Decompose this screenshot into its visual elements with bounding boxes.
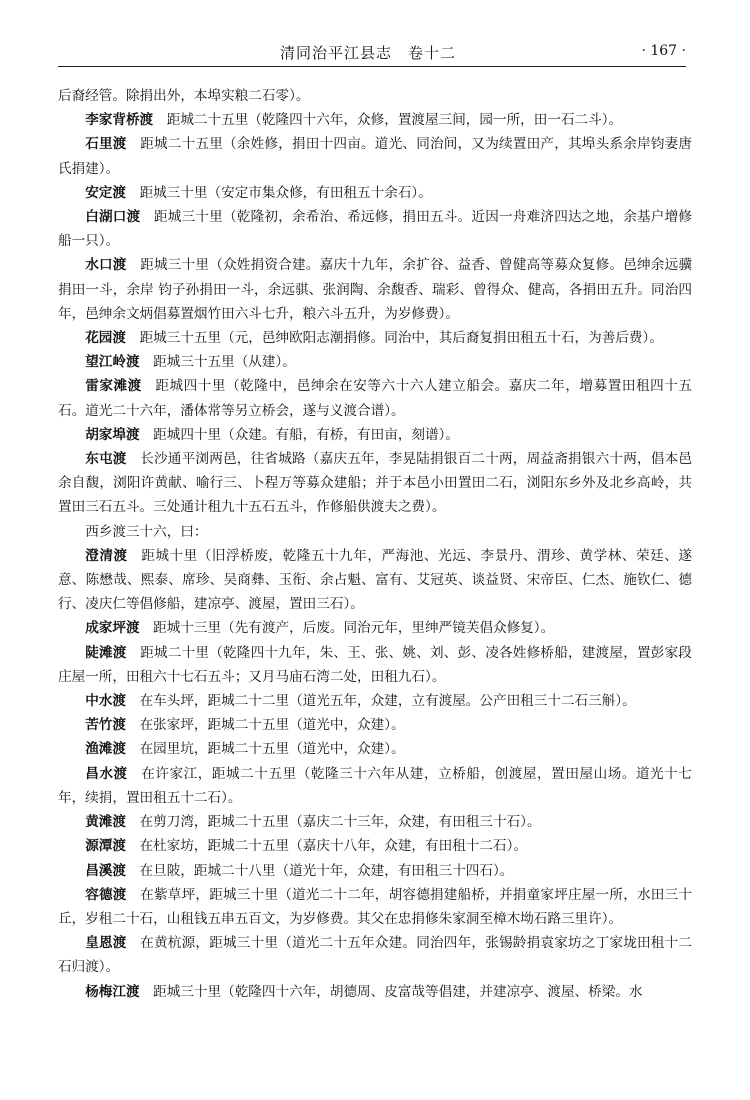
ferry-entry: [58, 762, 692, 810]
ferry-entry: [58, 374, 692, 422]
ferry-description: 距城二十五里（乾隆四十六年，众修，置渡屋三间，园一所，田一石二斗）。: [166, 112, 623, 129]
ferry-name: 昌水渡: [85, 765, 128, 782]
ferry-description: 在剪刀湾，距城二十五里（嘉庆二十三年，众建，有田租三十石）。: [139, 814, 541, 831]
ferry-name: 容德渡: [85, 886, 127, 903]
ferry-description: 距城二十五里（余姓修，捐田十四亩。道光、同治间，又为续置田产，其埠头系余岸钧妻唐氏捐建）。: [58, 136, 693, 177]
ferry-name: 苦竹渡: [85, 717, 126, 734]
ferry-description: 距城三十里（众姓捐资合建。嘉庆十九年，余扩谷、益香、曾健高等募众复修。邑绅余远骥捐田一斗，余岸 钧子孙捐田一斗，余远骐、张润陶、余馥香、瑞彩、曾得众、健高，各捐田五升。同治四年，邑绅余文炳倡募置烟竹田六斗七升，粮六斗五升，为岁修费）。: [58, 257, 693, 322]
section-heading: 西乡渡三十六，曰：: [85, 523, 208, 540]
ferry-description: 距城三十里（乾隆四十六年，胡德周、皮富哉等倡建，并建凉亭、渡屋、桥梁。水: [153, 983, 643, 1000]
ferry-entry: [58, 181, 692, 205]
ferry-entry: [58, 253, 692, 326]
ferry-description: 距城四十里（众建。有船，有桥，有田亩，刻谱）。: [153, 426, 460, 443]
header-rule: [58, 66, 686, 67]
ferry-entry: [58, 205, 692, 253]
ferry-entry: [58, 108, 692, 132]
ferry-name: 渔滩渡: [85, 741, 126, 758]
ferry-description: 在紫草坪，距城三十里（道光二十二年，胡容德捐建船桥，并捐童家坪庄屋一所，水田三十丘，岁租二十石，山租钱五串五百文，为岁修费。其父在忠捐修朱家洞至樟木坳石路三里许）。: [58, 886, 693, 927]
ferry-description: 在许家江，距城二十五里（乾隆三十六年从建，立桥船，创渡屋，置田屋山场。道光十七年，续捐，置田租五十二石）。: [58, 765, 693, 806]
ferry-entry: [58, 834, 692, 858]
ferry-entry: [58, 980, 692, 1004]
ferry-name: 中水渡: [85, 693, 126, 710]
ferry-entry: [58, 132, 692, 180]
ferry-description: 距城三十五里（元，邑绅欧阳志潮捐修。同治中，其后裔复捐田租五十石，为善后费）。: [139, 330, 663, 347]
ferry-name: 陡滩渡: [85, 644, 127, 661]
ferry-entry: [58, 737, 692, 761]
ferry-name: 成家坪渡: [85, 620, 140, 637]
continuation-text: 后裔经管。除捐出外，本埠实粮二石零）。: [58, 88, 310, 104]
ferry-description: 在旦陂，距城二十八里（道光十年，众建，有田租三十四石）。: [139, 862, 514, 879]
ferry-entry: [58, 447, 692, 520]
ferry-description: 距城十三里（先有渡产，后废。同治元年，里绅严镜芙倡众修复）。: [153, 620, 555, 637]
page-number: · 167 ·: [641, 43, 686, 59]
ferry-entry: [58, 544, 692, 617]
ferry-description: 距城二十里（乾隆四十九年，朱、王、张、姚、刘、彭、凌各姓修桥船，建渡屋，置彭家段庄屋一所，田租六十七石五斗；又月马庙石湾二处，田租九石）。: [58, 644, 693, 685]
ferry-entry: [58, 689, 692, 713]
ferry-description: 距城三十里（安定市集众修，有田租五十余石）。: [139, 184, 432, 201]
ferry-description: 在黄杭源，距城三十里（道光二十五年众建。同治四年，张锡龄捐袁家坊之丁家垅田租十二石归渡）。: [58, 935, 693, 976]
ferry-name: 昌溪渡: [85, 862, 126, 879]
ferry-name: 澄清渡: [85, 547, 128, 564]
ferry-entry: [58, 616, 692, 640]
ferry-entry: [58, 423, 692, 447]
page-header: [58, 36, 686, 66]
ferry-name: 胡家埠渡: [85, 426, 140, 443]
ferry-name: 白湖口渡: [85, 209, 141, 226]
ferry-description: 长沙通平浏两邑，往省城路（嘉庆五年，李晃陆捐银百二十两，周益斋捐银六十两，倡本邑余自馥，浏阳许黄献、喻行三、卜程万等募众建船；并于本邑小田置田二石，浏阳东乡外及北乡高岭，共置田三石五斗。三处通计租九十五石五斗，作修船供渡夫之费）。: [58, 451, 693, 516]
ferry-entry: [58, 931, 692, 979]
ferry-description: 在杜家坊，距城二十五里（嘉庆十八年，众建，有田租十二石）。: [139, 838, 527, 855]
ferry-name: 花园渡: [85, 330, 126, 347]
ferry-entry: [58, 713, 692, 737]
ferry-entry: [58, 810, 692, 834]
ferry-entry: [58, 641, 692, 689]
ferry-name: 水口渡: [85, 257, 127, 274]
east-ferry-list: [58, 108, 692, 519]
ferry-name: 李家背桥渡: [85, 112, 154, 129]
ferry-name: 东屯渡: [85, 451, 127, 468]
ferry-entry: [58, 859, 692, 883]
ferry-name: 雷家滩渡: [85, 378, 142, 395]
ferry-description: 在张家坪，距城二十五里（道光中，众建）。: [139, 717, 405, 734]
ferry-entry: [58, 326, 692, 350]
ferry-description: 在车头坪，距城二十二里（道光五年，众建，立有渡屋。公产田租三十二石三斛）。: [139, 693, 636, 710]
ferry-name: 源潭渡: [85, 838, 126, 855]
ferry-name: 皇恩渡: [85, 935, 127, 952]
ferry-description: 距城十里（旧浮桥废，乾隆五十九年，严海池、光远、李景丹、渭珍、黄学林、荣廷、遂意、陈懋哉、熙泰、席珍、吴商彝、玉衔、余占魁、富有、艾冠英、谈益贤、宋帝臣、仁杰、施钦仁、德行、凌庆仁等倡修船，建凉亭、渡屋，置田三石）。: [58, 547, 693, 613]
ferry-name: 石里渡: [85, 136, 127, 153]
west-ferry-list: [58, 544, 692, 1004]
ferry-name: 杨梅江渡: [85, 983, 140, 1000]
ferry-entry: [58, 350, 692, 374]
ferry-description: 在园里坑，距城二十五里（道光中，众建）。: [139, 741, 405, 758]
ferry-name: 黄滩渡: [85, 814, 126, 831]
ferry-description: 距城三十里（乾隆初，余希治、希远修，捐田五斗。近因一舟难济四达之地，余基户增修船一只）。: [58, 209, 692, 250]
page-body: [58, 84, 692, 1004]
ferry-description: 距城三十五里（从建）。: [153, 354, 296, 371]
ferry-entry: [58, 883, 692, 931]
ferry-name: 安定渡: [85, 184, 126, 201]
running-title: 清同治平江县志 卷十二: [280, 44, 457, 62]
ferry-description: 距城四十里（乾隆中，邑绅余在安等六十六人建立船会。嘉庆二年，增募置田租四十五石。道光二十六年，潘体常等另立桥会，遂与义渡合谱）。: [58, 378, 693, 419]
ferry-name: 望江岭渡: [85, 354, 140, 371]
